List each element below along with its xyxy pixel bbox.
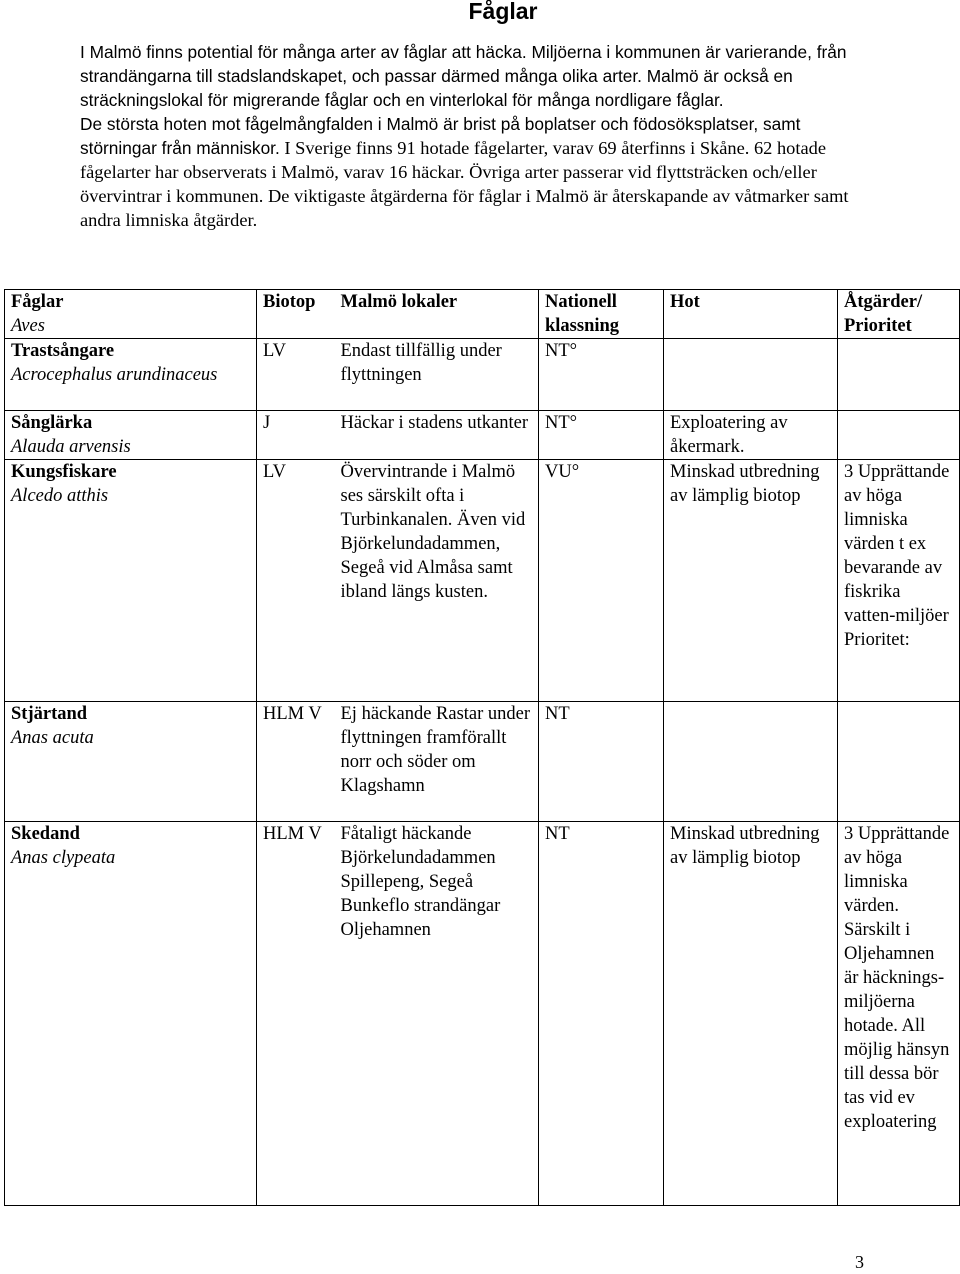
hot-cell [664, 702, 838, 822]
intro-text [80, 40, 870, 232]
intro-paragraph-2a: De största hoten mot fågelmångfalden i Malmö är brist på boplatser och födosöksplatser, samt störningar från människor. [80, 114, 801, 158]
biotop-cell [257, 702, 335, 822]
intro-paragraph-1: I Malmö finns potential för många arter av fåglar att häcka. Miljöerna i kommunen är varierande, från strandängarna till stadslandskapet, och passar därmed många olika arter. Malmö är också en sträckningslokal för migrerande fåglar och en vinterlokal för många nordligare fåglar. [80, 42, 847, 110]
bird-name: Trastsångare [11, 341, 115, 361]
klassning-value: NT° [545, 341, 578, 361]
atgarder-cell [838, 702, 960, 822]
lokaler-cell [335, 460, 539, 702]
atgarder-cell [838, 822, 960, 1206]
biotop-value: HLM V [263, 824, 322, 844]
biotop-cell [257, 822, 335, 1206]
lokaler-cell [335, 339, 539, 411]
header-klassning-label: Nationell klassning [545, 292, 620, 336]
hot-cell [664, 822, 838, 1206]
header-lokaler [335, 290, 539, 339]
biotop-value: HLM V [263, 704, 322, 724]
page-title: Fåglar [468, 0, 538, 24]
header-atgarder [838, 290, 960, 339]
bird-cell [5, 339, 257, 411]
header-hot-label: Hot [670, 292, 700, 312]
bird-sci-name: Anas acuta [11, 728, 94, 748]
header-lokaler-label: Malmö lokaler [340, 292, 458, 312]
klassning-value: NT [545, 824, 570, 844]
hot-value: Minskad utbredning av lämplig biotop [670, 462, 820, 506]
hot-value: Exploatering av åkermark. [670, 413, 788, 457]
lokaler-cell [335, 411, 539, 460]
lokaler-value: Övervintrande i Malmö ses särskilt ofta i Turbinkanalen. Även vid Björkelundadammen, Segeå vid Almåsa samt ibland längs kusten. [340, 462, 526, 602]
atgarder-cell [838, 339, 960, 411]
hot-cell [664, 411, 838, 460]
bird-table [4, 289, 960, 1206]
biotop-cell [257, 460, 335, 702]
header-hot [664, 290, 838, 339]
bird-sci-name: Acrocephalus arundinaceus [11, 365, 218, 385]
header-bird-sci: Aves [11, 316, 45, 336]
biotop-value: LV [263, 462, 286, 482]
klassning-value: VU° [545, 462, 580, 482]
biotop-cell [257, 339, 335, 411]
bird-name: Kungsfiskare [11, 462, 117, 482]
klassning-cell [539, 460, 664, 702]
lokaler-cell [335, 822, 539, 1206]
lokaler-value: Häckar i stadens utkanter [340, 413, 528, 433]
biotop-cell [257, 411, 335, 460]
klassning-cell [539, 411, 664, 460]
lokaler-value: Fåtaligt häckande Björkelundadammen Spillepeng, Segeå Bunkeflo strandängar Oljehamnen [340, 824, 501, 940]
klassning-cell [539, 339, 664, 411]
intro-paragraph-2b: I Sverige finns 91 hotade fågelarter, varav 69 återfinns i Skåne. 62 hotade fågelarter har observerats i Malmö, varav 16 häckar. Övriga arter passerar vid flyttsträcken och/eller övervintrar i kommunen. De viktigaste åtgärderna för fåglar i Malmö är återskapande av våtmarker samt andra limniska åtgärder. [80, 138, 849, 230]
bird-sci-name: Alcedo atthis [11, 486, 109, 506]
header-biotop [257, 290, 335, 339]
header-klassning [539, 290, 664, 339]
bird-name: Sånglärka [11, 413, 93, 433]
header-bird-label: Fåglar [11, 292, 64, 312]
table-row [5, 702, 960, 822]
header-biotop-label: Biotop [263, 292, 316, 312]
table-header-row [5, 290, 960, 339]
atgarder-cell [838, 460, 960, 702]
biotop-value: J [263, 413, 271, 433]
bird-cell [5, 822, 257, 1206]
table-row [5, 460, 960, 702]
bird-name: Skedand [11, 824, 80, 844]
klassning-cell [539, 702, 664, 822]
table-row [5, 339, 960, 411]
lokaler-cell [335, 702, 539, 822]
lokaler-value: Endast tillfällig under flyttningen [340, 341, 502, 385]
hot-value: Minskad utbredning av lämplig biotop [670, 824, 820, 868]
bird-cell [5, 460, 257, 702]
hot-cell [664, 460, 838, 702]
table-row [5, 411, 960, 460]
bird-name: Stjärtand [11, 704, 88, 724]
hot-cell [664, 339, 838, 411]
bird-cell [5, 411, 257, 460]
klassning-cell [539, 822, 664, 1206]
header-bird [5, 290, 257, 339]
header-atgarder-label: Åtgärder/ Prioritet [844, 292, 923, 336]
atgarder-cell [838, 411, 960, 460]
klassning-value: NT [545, 704, 570, 724]
biotop-value: LV [263, 341, 286, 361]
intro-paragraph-2 [80, 112, 870, 232]
klassning-value: NT° [545, 413, 578, 433]
bird-sci-name: Anas clypeata [11, 848, 116, 868]
atgarder-value: 3 Upprättande av höga limniska värden. Särskilt i Oljehamnen är häcknings-miljöerna hotade. All möjlig hänsyn till dessa bör tas vid ev exploatering [844, 824, 950, 1132]
atgarder-value: 3 Upprättande av höga limniska värden t ex bevarande av fiskrika vatten-miljöer Prioritet: [844, 462, 950, 650]
bird-sci-name: Alauda arvensis [11, 437, 131, 457]
table-row [5, 822, 960, 1206]
lokaler-value: Ej häckande Rastar under flyttningen framförallt norr och söder om Klagshamn [340, 704, 531, 796]
bird-cell [5, 702, 257, 822]
page-number: 3 [855, 1252, 864, 1272]
